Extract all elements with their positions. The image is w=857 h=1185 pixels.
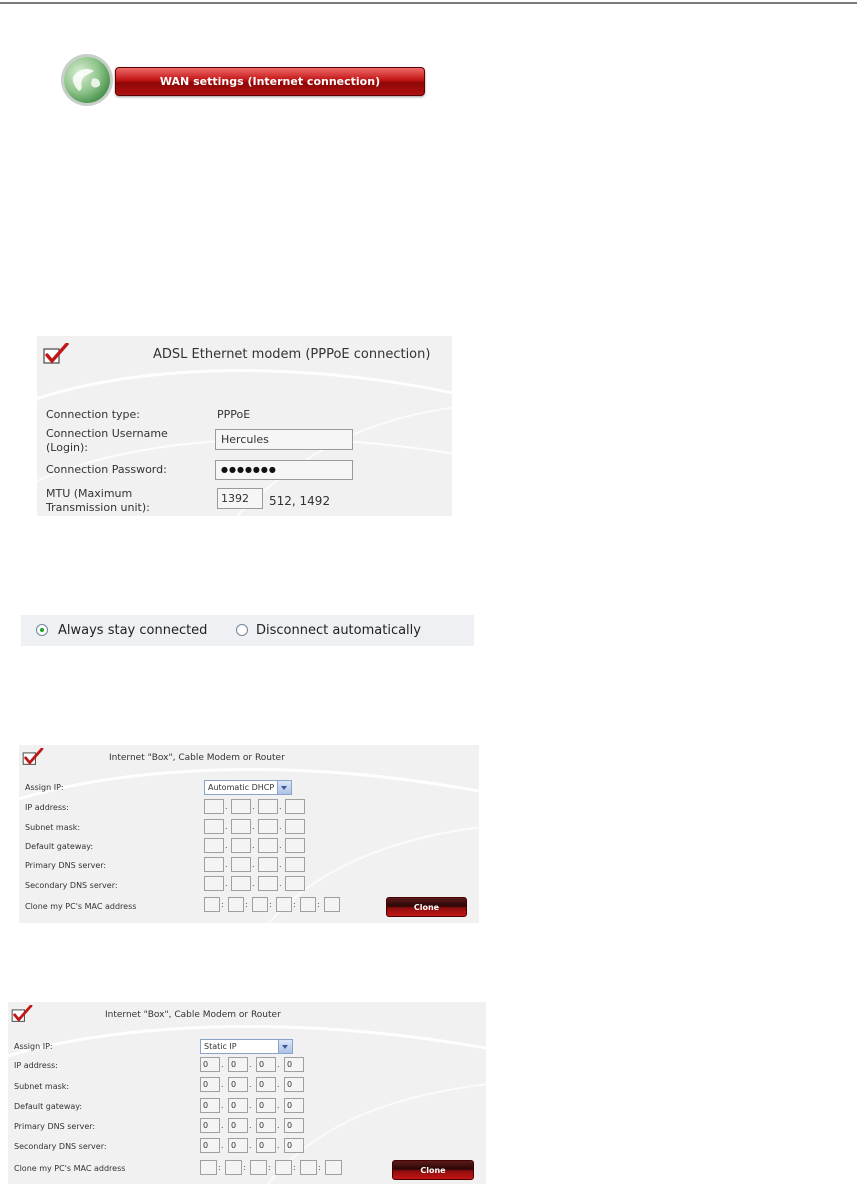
dns1-octet-input[interactable] (204, 857, 224, 872)
mac-octet-input[interactable] (225, 1160, 242, 1175)
octet-separator: . (252, 879, 255, 888)
octet-separator: : (218, 1163, 221, 1172)
mac-octet-input[interactable] (252, 897, 268, 912)
ip-octet-input[interactable]: 0 (228, 1057, 248, 1072)
octet-separator: : (268, 1163, 271, 1172)
assign-ip-label: Assign IP: (14, 1042, 53, 1051)
dns1-octet-input[interactable]: 0 (200, 1118, 220, 1133)
octet-separator: . (249, 1101, 252, 1110)
octet-separator: . (252, 860, 255, 869)
dns1-octet-input[interactable]: 0 (256, 1118, 276, 1133)
ip-address-label: IP address: (14, 1061, 58, 1070)
octet-separator: . (279, 802, 282, 811)
mtu-label-line2: Transmission unit): (46, 501, 150, 514)
octet-separator: . (221, 1101, 224, 1110)
octet-separator: . (225, 822, 228, 831)
dns2-octet-input[interactable] (231, 876, 251, 891)
connection-type-label: Connection type: (46, 408, 141, 421)
dns1-octet-input[interactable] (231, 857, 251, 872)
router-title: Internet "Box", Cable Modem or Router (109, 753, 285, 763)
mac-octet-input[interactable] (300, 1160, 317, 1175)
assign-ip-select[interactable] (204, 780, 292, 795)
ip-octet-input[interactable] (204, 799, 224, 814)
octet-separator: . (277, 1060, 280, 1069)
gateway-octet-input[interactable]: 0 (284, 1098, 304, 1113)
assign-ip-label: Assign IP: (25, 783, 64, 792)
disconnect-automatically-label[interactable]: Disconnect automatically (256, 623, 421, 638)
gateway-octet-input[interactable]: 0 (228, 1098, 248, 1113)
mac-octet-input[interactable] (276, 897, 292, 912)
connection-mode-group (21, 615, 474, 646)
clone-button[interactable]: Clone (392, 1160, 474, 1180)
radio-always-connected[interactable] (36, 624, 48, 636)
mac-octet-input[interactable] (275, 1160, 292, 1175)
router-title: Internet "Box", Cable Modem or Router (105, 1010, 281, 1020)
octet-separator: . (225, 802, 228, 811)
gateway-octet-input[interactable] (285, 838, 305, 853)
octet-separator: . (225, 841, 228, 850)
octet-separator: : (269, 900, 272, 909)
chevron-down-icon (277, 781, 291, 794)
subnet-octet-input[interactable] (258, 819, 278, 834)
subnet-octet-input[interactable] (231, 819, 251, 834)
ip-octet-input[interactable]: 0 (200, 1057, 220, 1072)
router-dhcp-panel (19, 745, 479, 923)
mtu-label-line1: MTU (Maximum (46, 487, 133, 500)
octet-separator: . (279, 841, 282, 850)
octet-separator: . (277, 1121, 280, 1130)
checkbox-checked-icon[interactable] (43, 343, 69, 365)
octet-separator: . (252, 841, 255, 850)
ip-octet-input[interactable]: 0 (284, 1057, 304, 1072)
subnet-mask-label: Subnet mask: (14, 1082, 70, 1091)
octet-separator: . (279, 879, 282, 888)
ip-octet-input[interactable]: 0 (256, 1057, 276, 1072)
octet-separator: . (249, 1141, 252, 1150)
pppoe-title: ADSL Ethernet modem (PPPoE connection) (153, 347, 431, 362)
dns2-octet-input[interactable]: 0 (284, 1138, 304, 1153)
ip-address-label: IP address: (25, 803, 69, 812)
mtu-range-hint: 512, 1492 (269, 494, 331, 508)
pppoe-panel (37, 336, 452, 516)
dns1-octet-input[interactable] (285, 857, 305, 872)
octet-separator: . (279, 822, 282, 831)
dns1-octet-input[interactable]: 0 (228, 1118, 248, 1133)
mac-octet-input[interactable] (300, 897, 316, 912)
gateway-octet-input[interactable] (231, 838, 251, 853)
subnet-octet-input[interactable]: 0 (284, 1077, 304, 1092)
dns1-octet-input[interactable]: 0 (284, 1118, 304, 1133)
octet-separator: . (249, 1121, 252, 1130)
octet-separator: . (252, 802, 255, 811)
mac-octet-input[interactable] (200, 1160, 217, 1175)
clone-mac-label: Clone my PC's MAC address (14, 1164, 126, 1173)
octet-separator: : (293, 900, 296, 909)
octet-separator: . (225, 879, 228, 888)
octet-separator: . (277, 1101, 280, 1110)
octet-separator: . (249, 1060, 252, 1069)
connection-type-value: PPPoE (217, 408, 251, 421)
primary-dns-label: Primary DNS server: (14, 1122, 96, 1131)
octet-separator: . (277, 1080, 280, 1089)
octet-separator: : (245, 900, 248, 909)
password-label: Connection Password: (46, 463, 167, 476)
router-static-panel (8, 1002, 486, 1184)
ip-octet-input[interactable] (258, 799, 278, 814)
octet-separator: . (225, 860, 228, 869)
default-gateway-label: Default gateway: (14, 1102, 83, 1111)
gateway-octet-input[interactable]: 0 (256, 1098, 276, 1113)
subnet-octet-input[interactable]: 0 (256, 1077, 276, 1092)
octet-separator: : (317, 900, 320, 909)
octet-separator: . (221, 1060, 224, 1069)
octet-separator: . (252, 822, 255, 831)
subnet-octet-input[interactable]: 0 (200, 1077, 220, 1092)
assign-ip-select[interactable] (200, 1039, 293, 1054)
subnet-octet-input[interactable] (285, 819, 305, 834)
octet-separator: . (221, 1141, 224, 1150)
mac-octet-input[interactable] (250, 1160, 267, 1175)
ip-octet-input[interactable] (231, 799, 251, 814)
subnet-mask-label: Subnet mask: (25, 823, 81, 832)
dns2-octet-input[interactable]: 0 (228, 1138, 248, 1153)
gateway-octet-input[interactable]: 0 (200, 1098, 220, 1113)
clone-button[interactable]: Clone (386, 897, 467, 917)
gateway-octet-input[interactable] (204, 838, 224, 853)
clone-mac-label: Clone my PC's MAC address (25, 902, 137, 911)
subnet-octet-input[interactable] (204, 819, 224, 834)
chevron-down-icon (278, 1040, 292, 1053)
radio-disconnect-automatically[interactable] (236, 624, 248, 636)
octet-separator: . (279, 860, 282, 869)
mac-octet-input[interactable] (228, 897, 244, 912)
gateway-octet-input[interactable] (258, 838, 278, 853)
octet-separator: . (221, 1080, 224, 1089)
globe-icon (64, 57, 110, 103)
username-label-line1: Connection Username (46, 427, 168, 440)
mac-octet-input[interactable] (325, 1160, 342, 1175)
secondary-dns-label: Secondary DNS server: (14, 1142, 107, 1151)
always-connected-label[interactable]: Always stay connected (58, 623, 208, 638)
primary-dns-label: Primary DNS server: (25, 861, 107, 870)
default-gateway-label: Default gateway: (25, 842, 94, 851)
dns1-octet-input[interactable] (258, 857, 278, 872)
mac-octet-input[interactable] (324, 897, 340, 912)
username-label-line2: (Login): (46, 441, 88, 454)
secondary-dns-label: Secondary DNS server: (25, 881, 118, 890)
checkbox-checked-icon[interactable] (11, 1005, 33, 1023)
octet-separator: : (318, 1163, 321, 1172)
wan-settings-title: WAN settings (Internet connection) (115, 67, 425, 96)
mac-octet-input[interactable] (204, 897, 220, 912)
assign-ip-select-value: Static IP (204, 1042, 237, 1051)
ip-octet-input[interactable] (285, 799, 305, 814)
octet-separator: . (249, 1080, 252, 1089)
dns2-octet-input[interactable]: 0 (256, 1138, 276, 1153)
password-input[interactable]: ●●●●●●● (215, 460, 353, 480)
wan-settings-header (64, 55, 426, 105)
dns2-octet-input[interactable]: 0 (200, 1138, 220, 1153)
assign-ip-select-value: Automatic DHCP (208, 783, 275, 792)
panel-swirl-decoration (8, 1002, 486, 1184)
octet-separator: . (277, 1141, 280, 1150)
checkbox-checked-icon[interactable] (22, 748, 44, 766)
top-divider (0, 2, 857, 4)
octet-separator: : (243, 1163, 246, 1172)
username-input[interactable]: Hercules (215, 429, 353, 450)
octet-separator: : (293, 1163, 296, 1172)
octet-separator: . (221, 1121, 224, 1130)
dns2-octet-input[interactable] (258, 876, 278, 891)
mtu-input[interactable]: 1392 (217, 488, 263, 509)
dns2-octet-input[interactable] (204, 876, 224, 891)
subnet-octet-input[interactable]: 0 (228, 1077, 248, 1092)
dns2-octet-input[interactable] (285, 876, 305, 891)
octet-separator: : (221, 900, 224, 909)
